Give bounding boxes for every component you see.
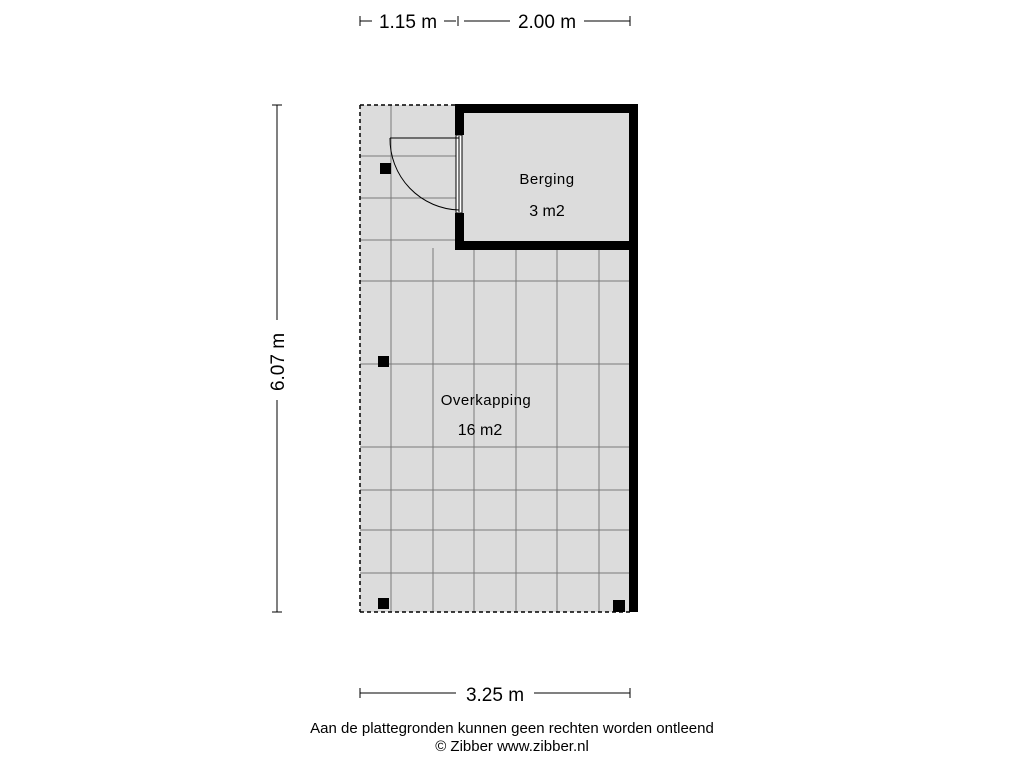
dim-top-right: 2.00 m — [517, 12, 577, 33]
post-2 — [378, 356, 389, 367]
dim-top-left: 1.15 m — [378, 12, 438, 33]
post-4 — [613, 600, 625, 612]
footer-copyright: © Zibber www.zibber.nl — [435, 738, 589, 755]
berging-label: Berging — [519, 171, 575, 188]
post-1 — [380, 163, 391, 174]
post-3 — [378, 598, 389, 609]
footer-disclaimer: Aan de plattegronden kunnen geen rechten worden ontleend — [310, 720, 714, 737]
overkapping-label: Overkapping — [440, 392, 532, 409]
dim-left: 6.07 m — [268, 332, 289, 392]
berging-area: 3 m2 — [529, 203, 565, 220]
overkapping-area: 16 m2 — [457, 422, 503, 439]
dim-bottom: 3.25 m — [465, 685, 525, 706]
